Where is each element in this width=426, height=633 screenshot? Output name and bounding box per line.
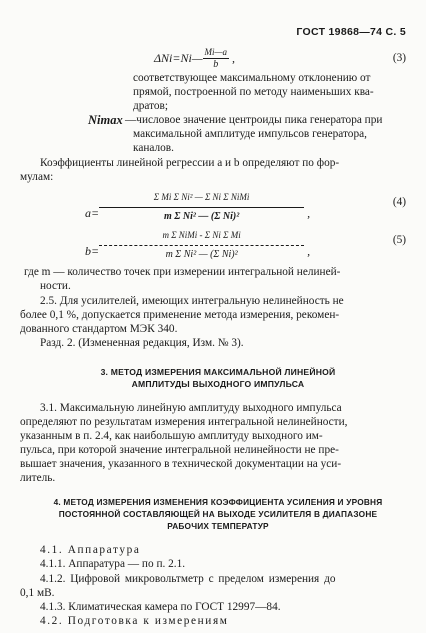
clause-3-1-line-6: литель. bbox=[20, 472, 56, 484]
equation-4-lhs: a= bbox=[85, 206, 100, 221]
definition-1-line-1: соответствующее максимальному отклонению от bbox=[133, 72, 371, 84]
equation-3-lhs: ΔNi=Ni— bbox=[154, 50, 203, 65]
clause-2-5-line-3: дованного стандартом МЭК 340. bbox=[20, 323, 178, 335]
equation-4-denominator: m Σ Ni² — (Σ Ni)² bbox=[163, 211, 240, 222]
clause-3-1-line-2: определяют по результатам измерения интегральной нелинейности, bbox=[20, 416, 348, 428]
section-2-amendment-note bbox=[40, 337, 244, 350]
clause-3-1-line-1: 3.1. Максимальную линейную амплитуду выходного импульса bbox=[40, 402, 342, 414]
clause-4-1-1: 4.1.1. Аппаратура — по п. 2.1. bbox=[40, 558, 186, 570]
clause-2-5-line-1: 2.5. Для усилителей, имеющих интегральную нелинейность не bbox=[40, 295, 344, 307]
equation-3 bbox=[154, 47, 235, 71]
definition-2-line-1: —числовое значение центроиды пика генератора при bbox=[125, 114, 383, 126]
where-line-2: ности. bbox=[40, 280, 71, 292]
clause-4-1-2-line-1: 4.1.2. Цифровой микровольтметр с пределом измерения до bbox=[40, 573, 336, 585]
definition-2-symbol: Nimax bbox=[88, 113, 123, 127]
clause-4-1-2-line-2: 0,1 мВ. bbox=[20, 587, 55, 599]
section-2-amendment-text: Разд. 2. (Измененная редакция, Изм. № 3). bbox=[40, 337, 244, 349]
clause-3-1-line-4: пульса, при которой значение интегральной нелинейности не пре- bbox=[20, 444, 339, 456]
equation-3-denominator: b bbox=[213, 59, 219, 70]
equation-4-number: (4) bbox=[392, 196, 406, 208]
where-line-1: где m — количество точек при измерении интегральной нелиней- bbox=[24, 266, 341, 278]
definition-1-line-3: дратов; bbox=[133, 100, 169, 112]
section-4-heading-line-2: ПОСТОЯННОЙ СОСТАВЛЯЮЩЕЙ НА ВЫХОДЕ УСИЛИТЕЛЯ В ДИАПАЗОНЕ bbox=[58, 509, 378, 519]
definition-2-line-3: каналов. bbox=[133, 142, 174, 154]
equation-3-number: (3) bbox=[392, 52, 406, 64]
section-3-heading bbox=[30, 366, 406, 390]
definition-1-line-2: прямой, построенной по методу наименьших ква- bbox=[133, 86, 374, 98]
equation-3-fraction bbox=[203, 47, 230, 71]
equation-5-numerator: m Σ NiMi - Σ Ni Σ Mi bbox=[99, 225, 304, 246]
clause-4-1-3: 4.1.3. Климатическая камера по ГОСТ 12997—84. bbox=[40, 601, 281, 613]
equation-3-tail: , bbox=[232, 50, 235, 65]
section-4-heading-line-1: 4. МЕТОД ИЗМЕРЕНИЯ ИЗМЕНЕНИЯ КОЭФФИЦИЕНТА УСИЛЕНИЯ И УРОВНЯ bbox=[53, 497, 383, 507]
coefficients-intro-line-1: Коэффициенты линейной регрессии a и b определяют по фор- bbox=[40, 157, 340, 169]
equation-5-tail: , bbox=[307, 244, 311, 259]
equation-5-lhs: b= bbox=[85, 244, 100, 259]
equation-5 bbox=[85, 225, 310, 264]
equation-5-denominator: m Σ Ni² — (Σ Ni)² bbox=[165, 249, 238, 260]
section-4-heading bbox=[30, 496, 406, 532]
equation-3-numerator: Mi—a bbox=[204, 47, 227, 57]
clause-3-1-line-5: вышает значения, указанного в технической документации на уси- bbox=[20, 458, 342, 470]
equation-4-tail: , bbox=[307, 206, 311, 221]
equation-4-fraction bbox=[99, 187, 304, 226]
clause-4-2: 4.2. Подготовка к измерениям bbox=[40, 615, 229, 627]
equation-5-number: (5) bbox=[392, 234, 406, 246]
equation-4 bbox=[85, 187, 310, 226]
clause-2-5-line-2: более 0,1 %, допускается применение метода измерения, рекомен- bbox=[20, 309, 340, 321]
section-3-heading-line-1: 3. МЕТОД ИЗМЕРЕНИЯ МАКСИМАЛЬНОЙ ЛИНЕЙНОЙ bbox=[100, 367, 336, 377]
definition-2-line-2: максимальной амплитуде импульсов генератора, bbox=[133, 128, 367, 140]
equation-5-fraction bbox=[99, 225, 304, 264]
coefficients-intro-line-2: мулам: bbox=[20, 171, 54, 183]
equation-4-numerator: Σ Mi Σ Ni² — Σ Ni Σ NiMi bbox=[99, 187, 304, 208]
clause-4-1: 4.1. Аппаратура bbox=[40, 544, 141, 556]
clause-3-1-line-3: указанным в п. 2.4, как наибольшую амплитуду выходного им- bbox=[20, 430, 323, 442]
section-4-heading-line-3: РАБОЧИХ ТЕМПЕРАТУР bbox=[167, 521, 269, 531]
page-header: ГОСТ 19868—74 С. 5 bbox=[296, 26, 406, 38]
section-3-heading-line-2: АМПЛИТУДЫ ВЫХОДНОГО ИМПУЛЬСА bbox=[131, 379, 305, 389]
